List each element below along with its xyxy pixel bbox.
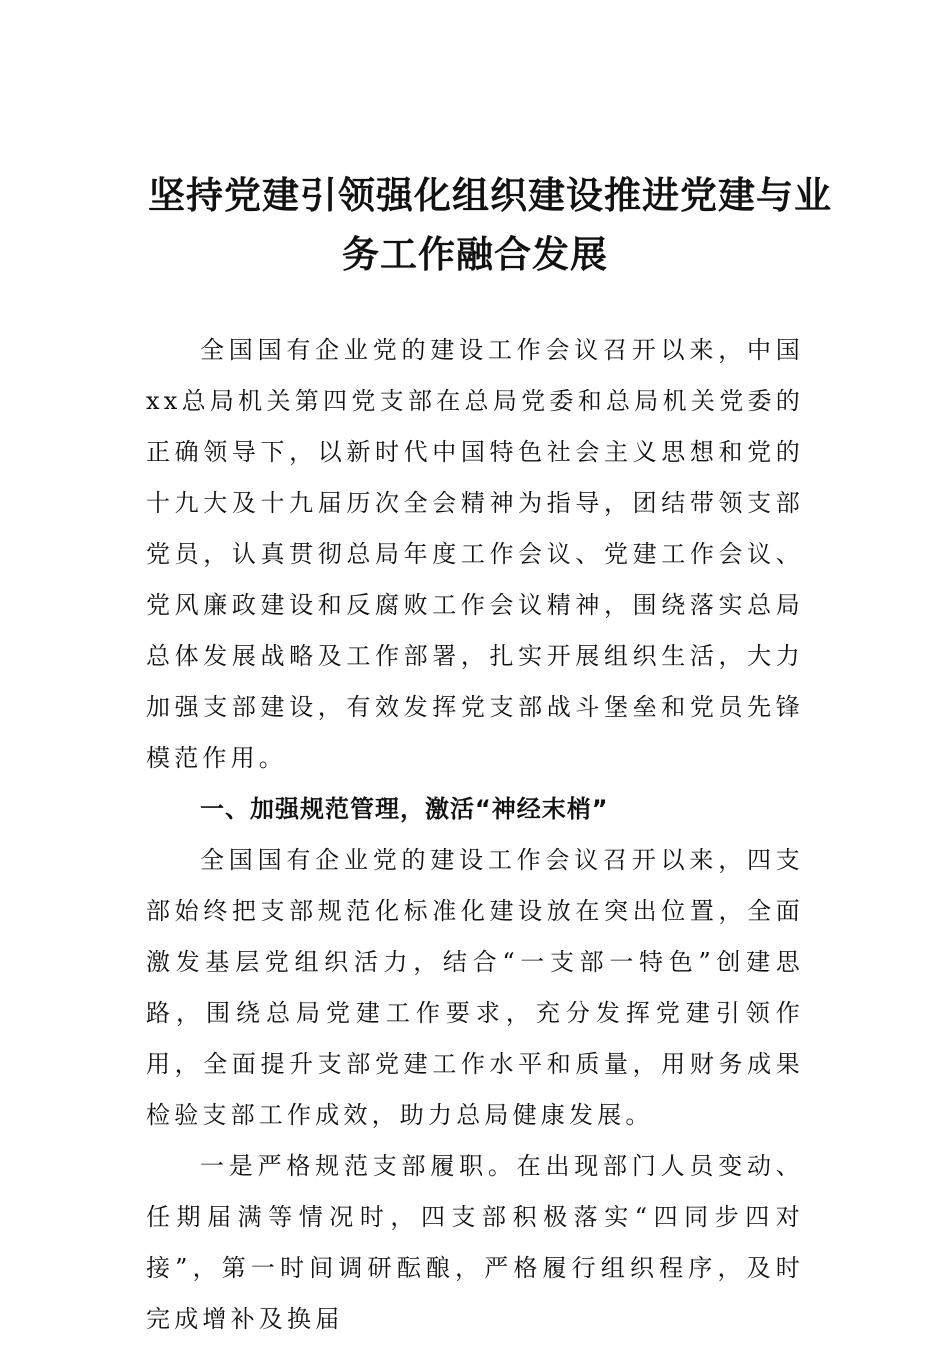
document-body [146,325,804,1345]
point-1-paragraph: 一是严格规范支部履职。在出现部门人员变动、任期届满等情况时，四支部积极落实“四同步四对接”，第一时间调研酝酿，严格履行组织程序，及时完成增补及换届 [146,1152,804,1333]
intro-paragraph: 全国国有企业党的建设工作会议召开以来，中国xx总局机关第四党支部在总局党委和总局机关党委的正确领导下，以新时代中国特色社会主义思想和党的十九大及十九届历次全会精神为指导，团结带领支部党员，认真贯彻总局年度工作会议、党建工作会议、党风廉政建设和反腐败工作会议精神，围绕落实总局总体发展战略及工作部署，扎实开展组织生活，大力加强支部建设，有效发挥党支部战斗堡垒和党员先锋模范作用。 [146,336,804,772]
document-title-line-2: 务工作融合发展 [342,232,608,276]
document-title [148,166,832,284]
section-heading-1: 一、加强规范管理，激活“神经末梢” [200,795,609,823]
document-title-line-1: 坚持党建引领强化组织建设推进党建与业 [148,173,832,217]
section-1-paragraph: 全国国有企业党的建设工作会议召开以来，四支部始终把支部规范化标准化建设放在突出位置，全面激发基层党组织活力，结合“一支部一特色”创建思路，围绕总局党建工作要求，充分发挥党建引领作用，全面提升支部党建工作水平和质量，用财务成果检验支部工作成效，助力总局健康发展。 [146,846,804,1129]
